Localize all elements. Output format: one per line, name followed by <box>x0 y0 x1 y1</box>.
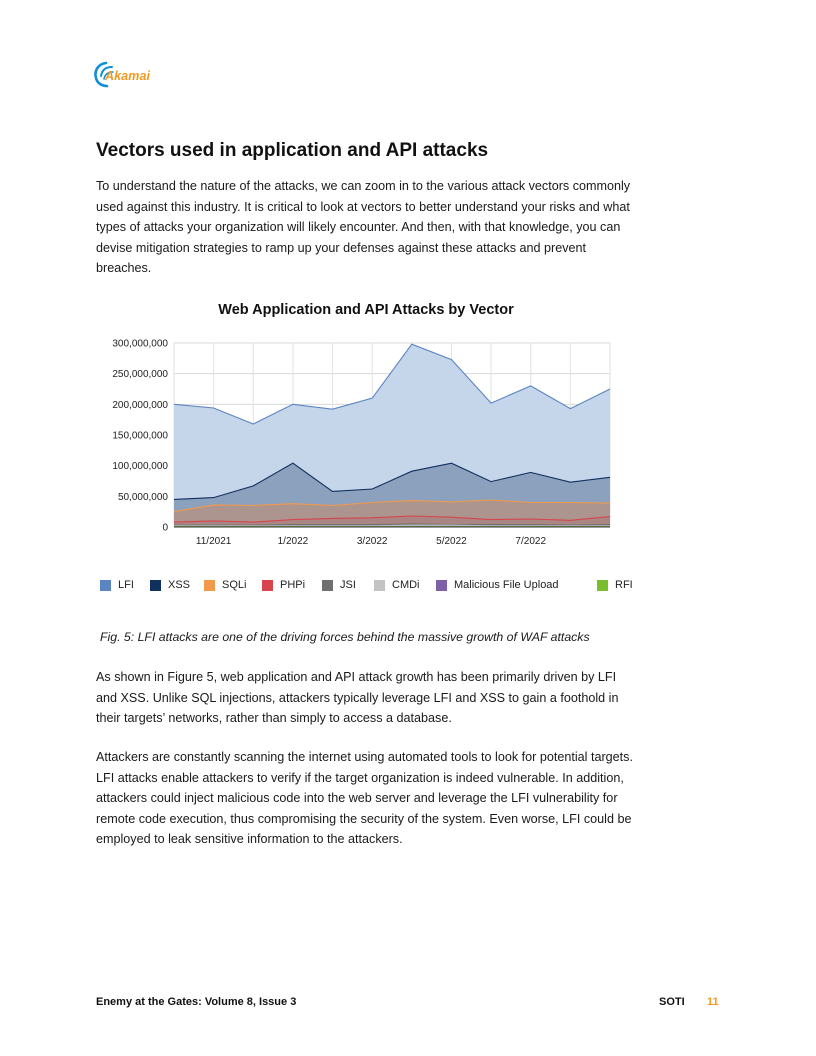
akamai-logo-text: Akamai <box>105 69 151 83</box>
figure-caption: Fig. 5: LFI attacks are one of the driving forces behind the massive growth of WAF attacks <box>100 630 590 644</box>
y-tick-label: 50,000,000 <box>117 491 168 503</box>
legend-label: XSS <box>168 579 191 591</box>
legend-swatch <box>436 580 447 591</box>
intro-paragraph: To understand the nature of the attacks, we can zoom in to the various attack vectors commonly used against this industry. It is critical to look at vectors to better understand your risks and what types of attacks your organization will likely encounter. And then, with that knowledge, you can devise mitigation strategies to ramp up your defenses against these attacks and prevent breaches. <box>96 179 631 276</box>
x-tick-label: 11/2021 <box>195 536 232 547</box>
y-tick-label: 300,000,000 <box>112 338 168 350</box>
legend-label: JSI <box>340 579 356 591</box>
legend-label: PHPi <box>280 579 306 591</box>
chart-title: Web Application and API Attacks by Vector <box>218 302 514 318</box>
footer-label: SOTI <box>659 996 685 1008</box>
legend-swatch <box>322 580 333 591</box>
x-tick-label: 5/2022 <box>436 536 467 547</box>
legend-item-xss <box>150 577 190 593</box>
legend-swatch <box>204 580 215 591</box>
legend-label: Malicious File Upload <box>454 579 559 591</box>
x-tick-label: 3/2022 <box>356 536 388 547</box>
body-paragraph-3: Attackers are constantly scanning the internet using automated tools to look for potential targets. LFI attacks enable attackers to verify if the target organization is indeed vulnerable. In addition, attackers could inject malicious code into the web server and leverage the LFI vulnerability for remote code execution, thus compromising the security of the system. Even worse, LFI could be employed to leak sensitive information to the attackers. <box>96 750 633 847</box>
legend-swatch <box>100 580 111 591</box>
y-tick-label: 250,000,000 <box>112 369 168 381</box>
legend-item-phpi <box>262 577 305 593</box>
legend-item-sqli <box>204 577 246 593</box>
legend-item-malicious-file-upload <box>436 577 559 593</box>
y-tick-label: 0 <box>162 522 168 534</box>
legend-label: LFI <box>118 579 134 591</box>
legend-swatch <box>262 580 273 591</box>
legend-item-cmdi <box>374 577 420 593</box>
attack-vector-area-chart <box>96 330 636 560</box>
legend-swatch <box>374 580 385 591</box>
body-paragraph-2: As shown in Figure 5, web application and API attack growth has been primarily driven by LFI and XSS. Unlike SQL injections, attackers typically leverage LFI and XSS to gain a foothold in their targets’ networks, rather than simply to access a database. <box>96 670 619 726</box>
legend-item-jsi <box>322 577 356 593</box>
legend-item-lfi <box>100 577 134 593</box>
legend-label: SQLi <box>222 579 247 591</box>
x-tick-label: 7/2022 <box>515 536 547 547</box>
legend-item-rfi <box>597 577 633 593</box>
section-title: Vectors used in application and API attacks <box>96 140 489 161</box>
chart-legend <box>96 577 636 593</box>
page-number: 11 <box>707 996 719 1008</box>
legend-label: RFI <box>615 579 633 591</box>
chart-areas <box>174 344 610 527</box>
x-tick-label: 1/2022 <box>277 536 309 547</box>
series-line-cmdi <box>174 525 610 526</box>
footer-publication: Enemy at the Gates: Volume 8, Issue 3 <box>96 996 297 1008</box>
legend-swatch <box>597 580 608 591</box>
y-tick-label: 150,000,000 <box>112 430 168 442</box>
y-tick-label: 100,000,000 <box>112 461 168 473</box>
y-tick-label: 200,000,000 <box>112 399 168 411</box>
legend-swatch <box>150 580 161 591</box>
legend-label: CMDi <box>392 579 420 591</box>
